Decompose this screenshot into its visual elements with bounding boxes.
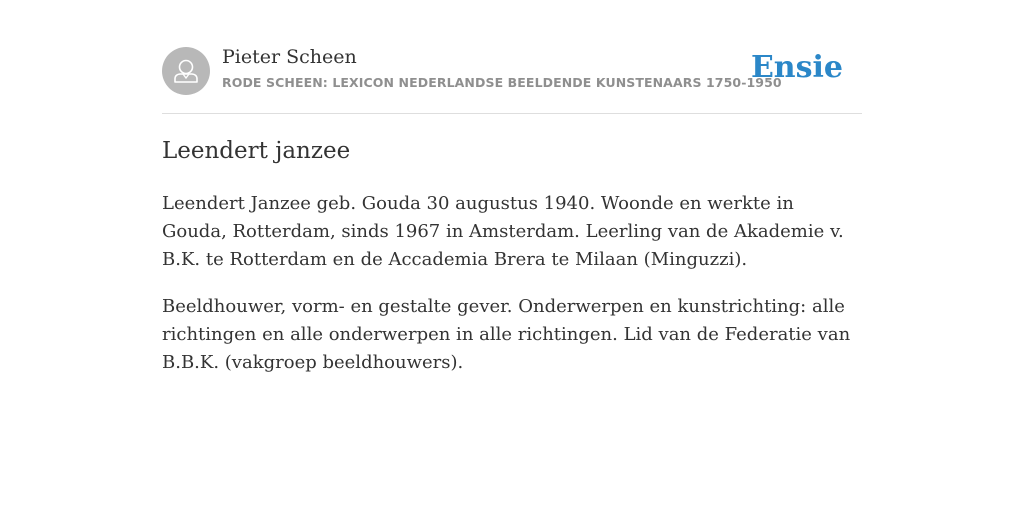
article-title: Leendert janzee [162, 138, 351, 164]
article-body [162, 190, 862, 396]
brand-logo[interactable]: Ensie [750, 50, 843, 85]
article-paragraph: Leendert Janzee geb. Gouda 30 augustus 1940. Woonde en werkte in Gouda, Rotterdam, sinds 1967 in Amsterdam. Leerling van de Akademie v. B.K. te Rotterdam en de Accademia Brera te Milaan (Minguzzi). [162, 193, 844, 270]
header [162, 46, 862, 96]
source-label[interactable]: RODE SCHEEN: LEXICON NEDERLANDSE BEELDENDE KUNSTENAARS 1750-1950 [222, 75, 782, 90]
header-divider [162, 113, 862, 114]
user-silhouette-icon [162, 47, 210, 95]
author-name[interactable]: Pieter Scheen [222, 46, 357, 68]
article-paragraph: Beeldhouwer, vorm- en gestalte gever. Onderwerpen en kunstrichting: alle richtingen en alle onderwerpen in alle richtingen. Lid van de Federatie van B.B.K. (vakgroep beeldhouwers). [162, 296, 851, 373]
user-avatar-icon[interactable] [162, 47, 210, 95]
